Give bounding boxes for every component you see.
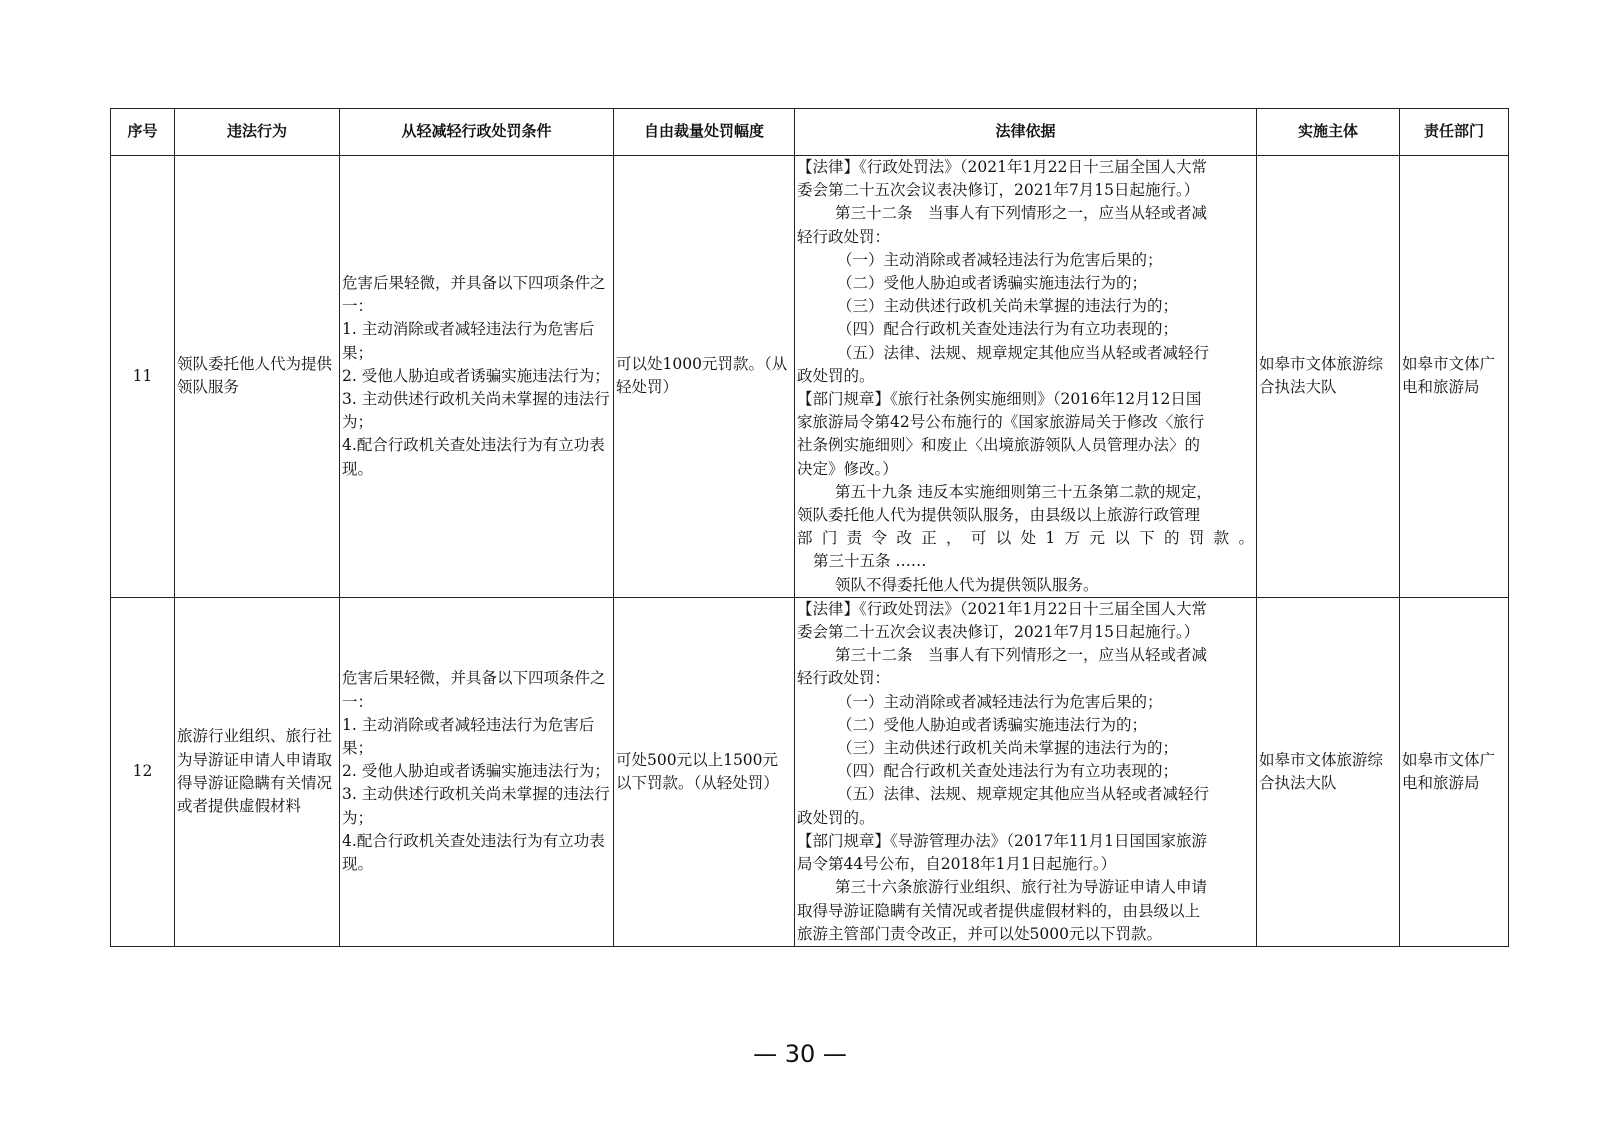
- legal-basis: [795, 597, 1257, 946]
- responsible-dept: 如皋市文体广电和旅游局: [1400, 597, 1509, 946]
- legal-basis-line: 第三十二条 当事人有下列情形之一，应当从轻或者减: [835, 646, 1208, 665]
- legal-basis-line: 社条例实施细则〉和废止〈出境旅游领队人员管理办法〉的: [797, 436, 1201, 455]
- legal-basis-line: 政处罚的。: [797, 808, 875, 827]
- legal-basis-line: 旅游主管部门责令改正，并可以处5000元以下罚款。: [797, 924, 1162, 943]
- penalty-range: 可处500元以上1500元以下罚款。（从轻处罚）: [614, 597, 795, 946]
- legal-basis-line: （一）主动消除或者减轻违法行为危害后果的；: [837, 692, 1163, 711]
- legal-basis-line: （四）配合行政机关查处违法行为有立功表现的；: [837, 320, 1179, 339]
- legal-basis-line: 局令第44号公布，自2018年1月1日起施行。）: [797, 855, 1117, 874]
- responsible-dept: 如皋市文体广电和旅游局: [1400, 156, 1509, 598]
- penalty-table: [110, 108, 1509, 947]
- legal-basis-line: 委会第二十五次会议表决修订，2021年7月15日起施行。）: [797, 623, 1200, 642]
- header-no: 序号: [111, 109, 175, 156]
- table-row: [111, 156, 1509, 598]
- header-act: 违法行为: [175, 109, 340, 156]
- legal-basis-line: 【部门规章】《导游管理办法》（2017年11月1日国国家旅游: [797, 831, 1208, 850]
- table-header-row: [111, 109, 1509, 156]
- legal-basis-line: 领队委托他人代为提供领队服务，由县级以上旅游行政管理: [797, 506, 1201, 525]
- enforcement-subject: 如皋市文体旅游综合执法大队: [1257, 597, 1400, 946]
- row-number: 11: [111, 156, 175, 598]
- header-subject: 实施主体: [1257, 109, 1400, 156]
- legal-basis-line: （一）主动消除或者减轻违法行为危害后果的；: [837, 250, 1163, 269]
- violation-act: 旅游行业组织、旅行社为导游证申请人申请取得导游证隐瞒有关情况或者提供虚假材料: [175, 597, 340, 946]
- legal-basis-line: （三）主动供述行政机关尚未掌握的违法行为的；: [837, 739, 1179, 758]
- legal-basis: [795, 156, 1257, 598]
- page-number: — 30 —: [753, 1040, 847, 1068]
- penalty-range: 可以处1000元罚款。（从轻处罚）: [614, 156, 795, 598]
- legal-basis-line: 家旅游局令第42号公布施行的《国家旅游局关于修改〈旅行: [797, 413, 1205, 432]
- row-number: 12: [111, 597, 175, 946]
- legal-basis-line: （二）受他人胁迫或者诱骗实施违法行为的；: [837, 274, 1148, 293]
- legal-basis-line: 部门责令改正，可以处1万元以下的罚款。: [797, 529, 1254, 548]
- legal-basis-line: 决定》修改。）: [797, 459, 898, 478]
- legal-basis-line: 委会第二十五次会议表决修订，2021年7月15日起施行。）: [797, 181, 1200, 200]
- legal-basis-line: 【法律】《行政处罚法》（2021年1月22日十三届全国人大常: [797, 158, 1208, 176]
- legal-basis-line: 领队不得委托他人代为提供领队服务。: [835, 575, 1099, 594]
- legal-basis-line: 第三十六条旅游行业组织、旅行社为导游证申请人申请: [835, 878, 1208, 897]
- violation-act: 领队委托他人代为提供领队服务: [175, 156, 340, 598]
- table-row: [111, 597, 1509, 946]
- legal-basis-line: 取得导游证隐瞒有关情况或者提供虚假材料的，由县级以上: [797, 901, 1201, 920]
- enforcement-subject: 如皋市文体旅游综合执法大队: [1257, 156, 1400, 598]
- mitigation-condition: 危害后果轻微，并具备以下四项条件之一： 1. 主动消除或者减轻违法行为危害后果； 2. 受他人胁迫或者诱骗实施违法行为； 3. 主动供述行政机关尚未掌握的违法行为； 4.配合行政机关查处违法行为有立功表现。: [340, 156, 614, 598]
- legal-basis-line: （四）配合行政机关查处违法行为有立功表现的；: [837, 762, 1179, 781]
- legal-basis-line: （五）法律、法规、规章规定其他应当从轻或者减轻行: [837, 785, 1210, 804]
- legal-basis-line: 第三十五条 ……: [813, 552, 927, 571]
- legal-basis-line: （五）法律、法规、规章规定其他应当从轻或者减轻行: [837, 343, 1210, 362]
- legal-basis-line: 轻行政处罚：: [797, 669, 891, 688]
- legal-basis-line: （三）主动供述行政机关尚未掌握的违法行为的；: [837, 297, 1179, 316]
- legal-basis-line: 轻行政处罚：: [797, 227, 891, 246]
- legal-basis-line: 第三十二条 当事人有下列情形之一，应当从轻或者减: [835, 204, 1208, 223]
- header-range: 自由裁量处罚幅度: [614, 109, 795, 156]
- header-basis: 法律依据: [795, 109, 1257, 156]
- legal-basis-line: 第五十九条 违反本实施细则第三十五条第二款的规定，: [835, 482, 1212, 501]
- legal-basis-line: （二）受他人胁迫或者诱骗实施违法行为的；: [837, 715, 1148, 734]
- legal-basis-line: 政处罚的。: [797, 366, 875, 385]
- header-condition: 从轻减轻行政处罚条件: [340, 109, 614, 156]
- header-dept: 责任部门: [1400, 109, 1509, 156]
- legal-basis-line: 【法律】《行政处罚法》（2021年1月22日十三届全国人大常: [797, 599, 1208, 618]
- mitigation-condition: 危害后果轻微，并具备以下四项条件之一： 1. 主动消除或者减轻违法行为危害后果； 2. 受他人胁迫或者诱骗实施违法行为； 3. 主动供述行政机关尚未掌握的违法行为； 4.配合行政机关查处违法行为有立功表现。: [340, 597, 614, 946]
- legal-basis-line: 【部门规章】《旅行社条例实施细则》（2016年12月12日国: [797, 390, 1202, 409]
